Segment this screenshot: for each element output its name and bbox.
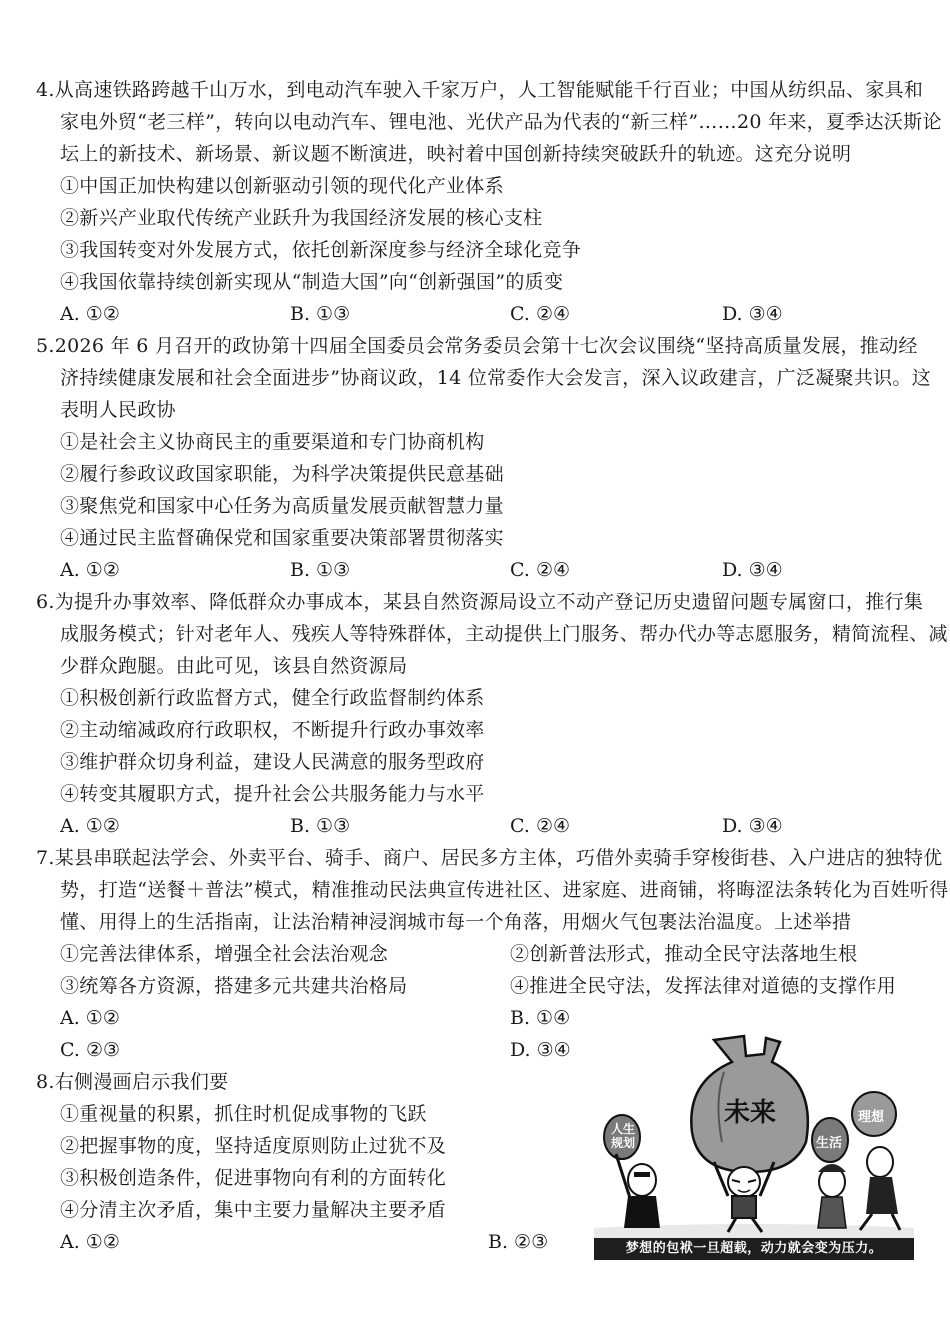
q6-choice-b[interactable]: B. ①③ — [290, 815, 351, 837]
q8-statement-3: ③积极创造条件，促进事物向有利的方面转化 — [60, 1167, 447, 1189]
q8-statement-1: ①重视量的积累，抓住时机促成事物的飞跃 — [60, 1103, 427, 1125]
q4-statement-2: ②新兴产业取代传统产业跃升为我国经济发展的核心支柱 — [60, 207, 543, 229]
left-person-body-shape — [624, 1196, 660, 1228]
dream-bag-label: 理想 — [858, 1110, 885, 1125]
q5-statement-4: ④通过民主监督确保党和国家重要决策部署贯彻落实 — [60, 527, 504, 549]
q4-stem-line-1: 4.从高速铁路跨越千山万水，到电动汽车驶入千家万户，人工智能赋能千行百业；中国从纺织品、家具和 — [36, 79, 924, 101]
q5-stem-line-2: 济持续健康发展和社会全面进步”协商议政，14 位常委作大会发言，深入议政建言，广泛凝聚共识。这 — [60, 367, 932, 389]
q7-stem-line-3: 懂、用得上的生活指南，让法治精神浸润城市每一个角落，用烟火气包裹法治温度。上述举措 — [60, 911, 852, 933]
q5-choice-c[interactable]: C. ②④ — [510, 559, 571, 581]
q4-statement-3: ③我国转变对外发展方式，依托创新深度参与经济全球化竞争 — [60, 239, 582, 261]
q6-statement-3: ③维护群众切身利益，建设人民满意的服务型政府 — [60, 751, 485, 773]
q7-statement-4: ④推进全民守法，发挥法律对道德的支撑作用 — [510, 975, 897, 997]
q4-choice-c[interactable]: C. ②④ — [510, 303, 571, 325]
q7-stem-line-1: 7.某县串联起法学会、外卖平台、骑手、商户、居民多方主体，巧借外卖骑手穿梭街巷、入户进店的独特优 — [36, 847, 943, 869]
man-body-shape — [732, 1196, 756, 1218]
cartoon-caption: 梦想的包袱一旦超载，动力就会变为压力。 — [594, 1238, 914, 1260]
q5-stem-line-1: 5.2026 年 6 月召开的政协第十四届全国委员会常务委员会第十七次会议围绕“坚持高质量发展，推动经 — [36, 335, 918, 357]
q6-choice-d[interactable]: D. ③④ — [722, 815, 783, 837]
q6-stem-line-3: 少群众跑腿。由此可见，该县自然资源局 — [60, 655, 408, 677]
q6-statement-4: ④转变其履职方式，提升社会公共服务能力与水平 — [60, 783, 485, 805]
plan-bag-label: 人生规划 — [610, 1122, 635, 1150]
right-person-body-shape — [866, 1177, 898, 1214]
q4-statement-1: ①中国正加快构建以创新驱动引领的现代化产业体系 — [60, 175, 504, 197]
cartoon-illustration — [594, 1032, 914, 1260]
q4-choice-b[interactable]: B. ①③ — [290, 303, 351, 325]
q8-choice-a[interactable]: A. ①② — [60, 1231, 120, 1253]
q7-choice-b[interactable]: B. ①④ — [510, 1007, 571, 1029]
q8-statement-2: ②把握事物的度，坚持适度原则防止过犹不及 — [60, 1135, 447, 1157]
q6-statement-1: ①积极创新行政监督方式，健全行政监督制约体系 — [60, 687, 485, 709]
life-bag-label: 生活 — [816, 1136, 843, 1151]
q7-statement-2: ②创新普法形式，推动全民守法落地生根 — [510, 943, 858, 965]
q5-statement-2: ②履行参政议政国家职能，为科学决策提供民意基础 — [60, 463, 504, 485]
q8-choice-b[interactable]: B. ②③ — [488, 1231, 549, 1253]
q4-choice-a[interactable]: A. ①② — [60, 303, 120, 325]
right-person-head-shape — [867, 1147, 893, 1177]
left-person-head-shape — [628, 1164, 656, 1196]
q5-choice-d[interactable]: D. ③④ — [722, 559, 783, 581]
q6-statement-2: ②主动缩减政府行政职权，不断提升行政办事效率 — [60, 719, 485, 741]
q6-stem-line-1: 6.为提升办事效率、降低群众办事成本，某县自然资源局设立不动产登记历史遗留问题专属窗口，推行集 — [36, 591, 924, 613]
q7-statement-3: ③统筹各方资源，搭建多元共建共治格局 — [60, 975, 408, 997]
q4-stem-line-3: 坛上的新技术、新场景、新议题不断演进，映衬着中国创新持续突破跃升的轨迹。这充分说明 — [60, 143, 852, 165]
q4-stem-line-2: 家电外贸“老三样”，转向以电动汽车、锂电池、光伏产品为代表的“新三样”……20 年来，夏季达沃斯论 — [60, 111, 942, 133]
q7-choice-c[interactable]: C. ②③ — [60, 1039, 121, 1061]
q5-stem-line-3: 表明人民政协 — [60, 399, 176, 421]
q7-choice-d[interactable]: D. ③④ — [510, 1039, 571, 1061]
q6-choice-c[interactable]: C. ②④ — [510, 815, 571, 837]
q7-statement-1: ①完善法律体系，增强全社会法治观念 — [60, 943, 389, 965]
q6-stem-line-2: 成服务模式；针对老年人、残疾人等特殊群体，主动提供上门服务、帮办代办等志愿服务，精简流程、减 — [60, 623, 948, 645]
woman-body-shape — [818, 1197, 846, 1228]
cartoon-drawing — [594, 1032, 914, 1238]
q7-choice-a[interactable]: A. ①② — [60, 1007, 120, 1029]
q8-statement-4: ④分清主次矛盾，集中主要力量解决主要矛盾 — [60, 1199, 447, 1221]
q5-statement-1: ①是社会主义协商民主的重要渠道和专门协商机构 — [60, 431, 485, 453]
q4-choice-d[interactable]: D. ③④ — [722, 303, 783, 325]
left-person-glasses-shape — [634, 1172, 650, 1177]
q5-statement-3: ③聚焦党和国家中心任务为高质量发展贡献智慧力量 — [60, 495, 504, 517]
q5-choice-a[interactable]: A. ①② — [60, 559, 120, 581]
q4-statement-4: ④我国依靠持续创新实现从“制造大国”向“创新强国”的质变 — [60, 271, 564, 293]
woman-hair-shape — [818, 1164, 846, 1172]
future-bag-label: 未来 — [724, 1098, 777, 1128]
q7-stem-line-2: 势，打造“送餐＋普法”模式，精准推动民法典宣传进社区、进家庭、进商铺，将晦涩法条转化为百姓听得 — [60, 879, 949, 901]
q5-choice-b[interactable]: B. ①③ — [290, 559, 351, 581]
q8-stem-line-1: 8.右侧漫画启示我们要 — [36, 1071, 229, 1093]
q6-choice-a[interactable]: A. ①② — [60, 815, 120, 837]
